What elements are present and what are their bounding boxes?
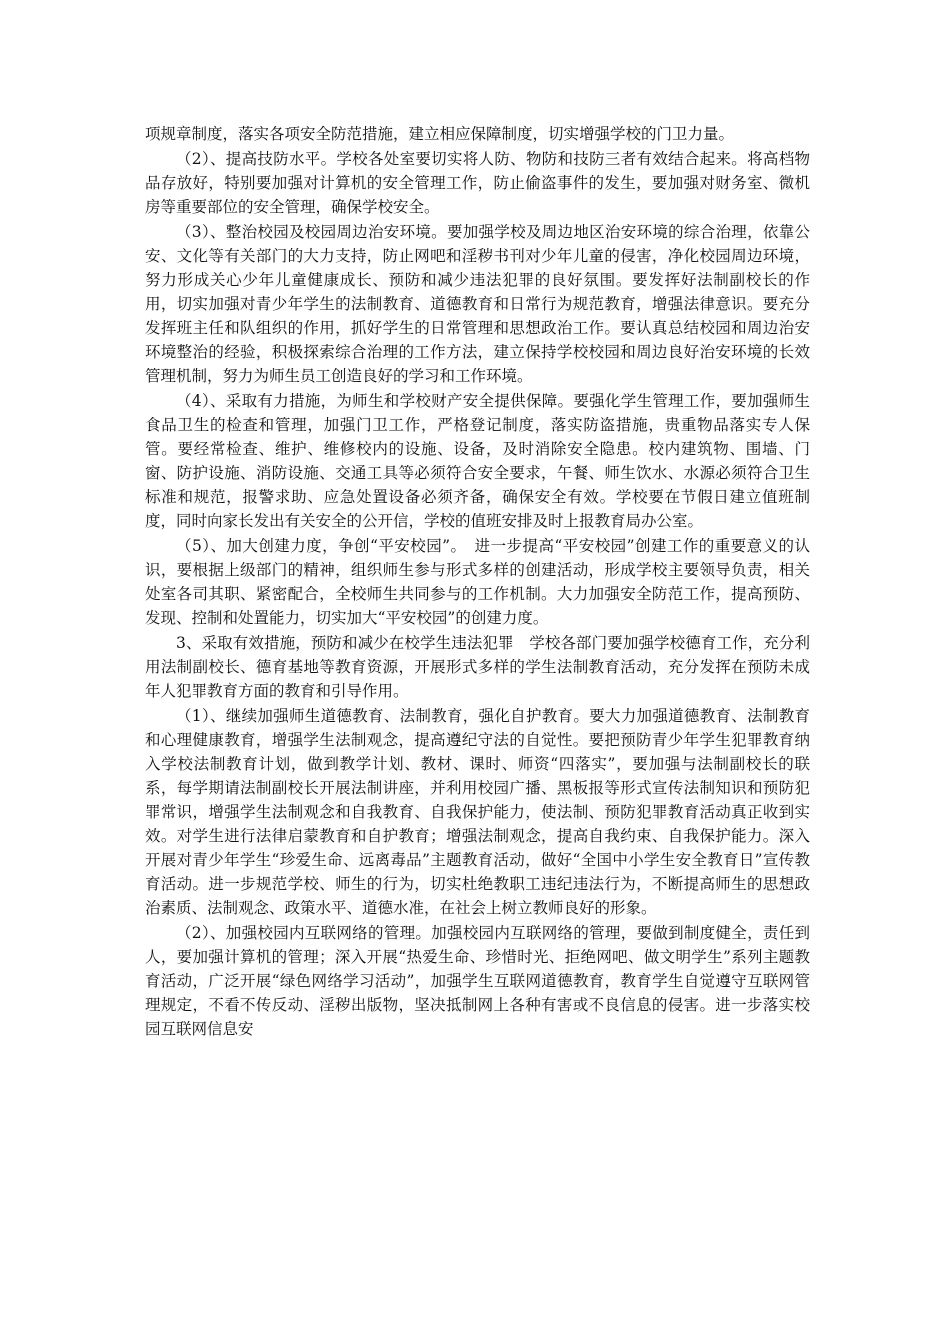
paragraph-campus-environment: （3）、整治校园及校园周边治安环境。要加强学校及周边地区治安环境的综合治理，依靠公安、文化等有关部门的大力支持，防止网吧和淫秽书刊对少年儿童的侵害，净化校园周边环境，努力形成关心少年儿童健康成长、预防和减少违法犯罪的良好氛围。要发挥好法制副校长的作用，切实加强对青少年学生的法制教育、道德教育和日常行为规范教育，增强法律意识。要充分发挥班主任和队组织的作用，抓好学生的日常管理和思想政治工作。要认真总结校园和周边治安环境整治的经验，积极探索综合治理的工作方法，建立保持学校校园和周边良好治安环境的长效管理机制，努力为师生员工创造良好的学习和工作环境。 bbox=[145, 223, 810, 385]
paragraph-moral-legal-education: （1）、继续加强师生道德教育、法制教育，强化自护教育。要大力加强道德教育、法制教育和心理健康教育，增强学生法制观念，提高遵纪守法的自觉性。要把预防青少年学生犯罪教育纳入学校法制教育计划，做到教学计划、教材、课时、师资“四落实”，要加强与法制副校长的联系，每学期请法制副校长开展法制讲座，并利用校园广播、黑板报等形式宣传法制知识和预防犯罪常识，增强学生法制观念和自我教育、自我保护能力，使法制、预防犯罪教育活动真正收到实效。对学生进行法律启蒙教育和自护教育；增强法制观念，提高自我约束、自我保护能力。深入开展对青少年学生“珍爱生命、远离毒品”主题教育活动，做好“全国中小学生安全教育日”宣传教育活动。进一步规范学校、师生的行为，切实杜绝教职工违纪违法行为，不断提高师生的思想政治素质、法制观念、政策水平、道德水准，在社会上树立教师良好的形象。 bbox=[145, 707, 810, 917]
paragraph-safety-measures: （4）、采取有力措施，为师生和学校财产安全提供保障。要强化学生管理工作，要加强师生食品卫生的检查和管理，加强门卫工作，严格登记制度，落实防盗措施，贵重物品落实专人保管。要经常检查、维护、维修校内的设施、设备，及时消除安全隐患。校内建筑物、围墙、门窗、防护设施、消防设施、交通工具等必须符合安全要求，午餐、师生饮水、水源必须符合卫生标准和规范，报警求助、应急处置设备必须齐备，确保安全有效。学校要在节假日建立值班制度，同时向家长发出有关安全的公开信，学校的值班安排及时上报教育局办公室。 bbox=[145, 392, 810, 530]
paragraph-safe-campus: （5）、加大创建力度，争创“平安校园”。 进一步提高“平安校园”创建工作的重要意义的认识，要根据上级部门的精神，组织师生参与形式多样的创建活动，形成学校主要领导负责，相关处室各司其职、紧密配合，全校师生共同参与的工作机制。大力加强安全防范工作，提高预防、发现、控制和处置能力，切实加大“平安校园”的创建力度。 bbox=[145, 537, 810, 627]
paragraph-crime-prevention: 3、采取有效措施，预防和减少在校学生违法犯罪 学校各部门要加强学校德育工作，充分利用法制副校长、德育基地等教育资源，开展形式多样的学生法制教育活动，充分发挥在预防未成年人犯罪教育方面的教育和引导作用。 bbox=[145, 634, 810, 700]
document-body bbox=[145, 122, 810, 1042]
paragraph-continuation: 项规章制度，落实各项安全防范措施，建立相应保障制度，切实增强学校的门卫力量。 bbox=[145, 125, 735, 143]
paragraph-tech-defense: （2）、提高技防水平。学校各处室要切实将人防、物防和技防三者有效结合起来。将高档物品存放好，特别要加强对计算机的安全管理工作，防止偷盗事件的发生，要加强对财务室、微机房等重要部位的安全管理，确保学校安全。 bbox=[145, 150, 810, 216]
paragraph-internet-management: （2）、加强校园内互联网络的管理。加强校园内互联网络的管理，要做到制度健全，责任到人，要加强计算机的管理；深入开展“热爱生命、珍惜时光、拒绝网吧、做文明学生”系列主题教育活动，广泛开展“绿色网络学习活动”，加强学生互联网道德教育，教育学生自觉遵守互联网管理规定，不看不传反动、淫秽出版物，坚决抵制网上各种有害或不良信息的侵害。进一步落实校园互联网信息安 bbox=[145, 924, 810, 1038]
